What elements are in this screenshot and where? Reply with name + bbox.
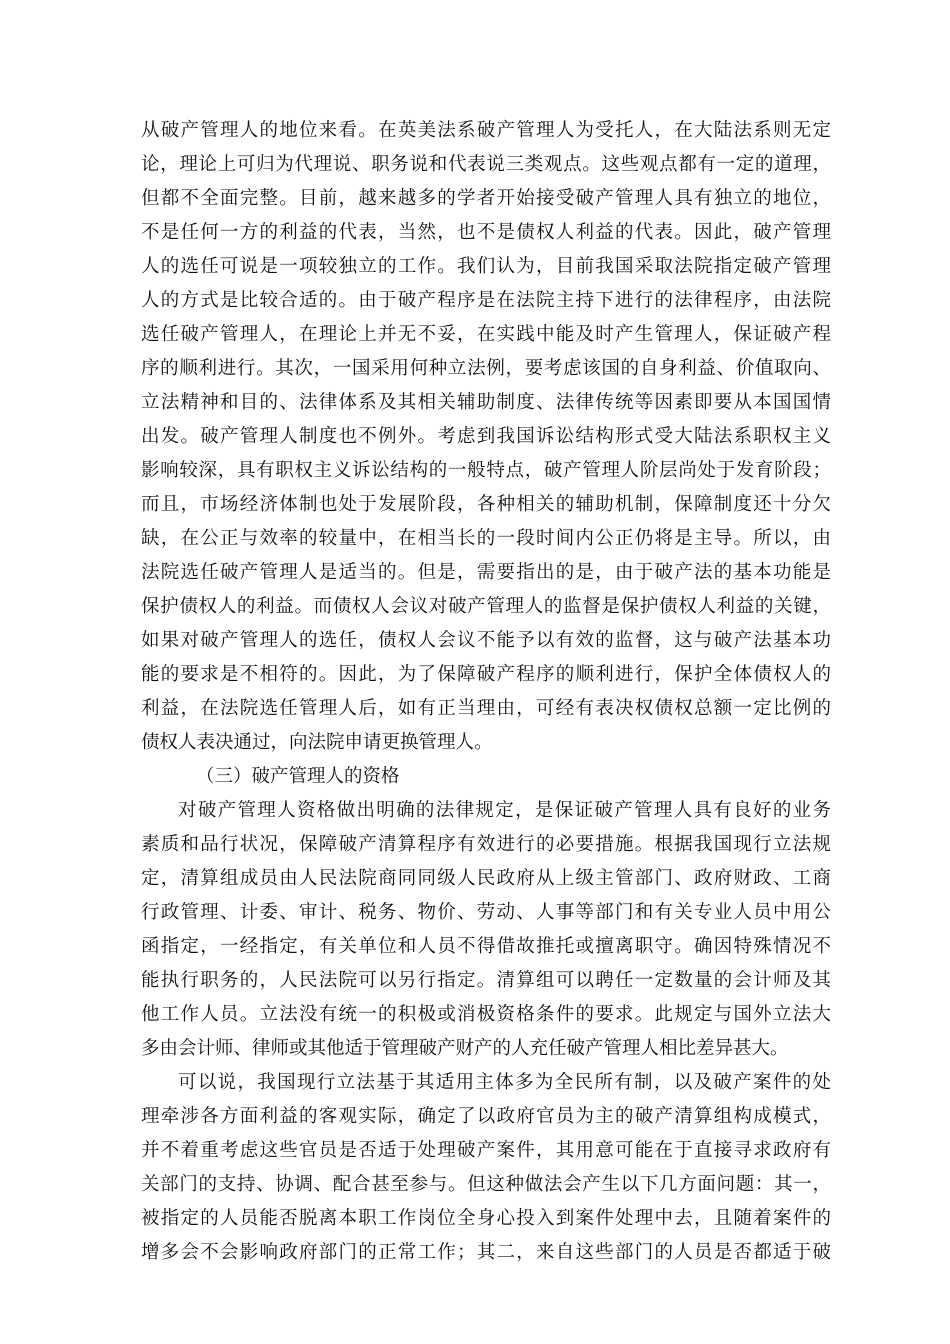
text-line: 序的顺利进行。其次，一国采用何种立法例，要考虑该国的自身利益、价值取向、 [141,358,831,379]
heading-text: （三）破产管理人的资格 [196,766,400,787]
text-line: 他工作人员。立法没有统一的积极或消极资格条件的要求。此规定与国外立法大 [141,1004,831,1025]
text-line: 人的选任可说是一项较独立的工作。我们认为，目前我国采取法院指定破产管理 [141,256,831,277]
text-line: 选任破产管理人，在理论上并无不妥，在实践中能及时产生管理人，保证破产程 [141,324,831,345]
text-line: 但都不全面完整。目前，越来越多的学者开始接受破产管理人具有独立的地位， [141,188,831,209]
text-line: 论，理论上可归为代理说、职务说和代表说三类观点。这些观点都有一定的道理， [141,154,831,175]
paragraph [141,794,831,1066]
text-line: 出发。破产管理人制度也不例外。考虑到我国诉讼结构形式受大陆法系职权主义 [141,426,831,447]
text-line: 定，清算组成员由人民法院商同同级人民政府从上级主管部门、政府财政、工商 [141,868,831,889]
text-line: 素质和品行状况，保障破产清算程序有效进行的必要措施。根据我国现行立法规 [141,834,831,855]
paragraph [141,114,831,760]
text-line: 立法精神和目的、法律体系及其相关辅助制度、法律传统等因素即要从本国国情 [141,392,831,413]
text-line: 缺，在公正与效率的较量中，在相当长的一段时间内公正仍将是主导。所以，由 [141,528,831,549]
text-line: 能的要求是不相符的。因此，为了保障破产程序的顺利进行，保护全体债权人的 [141,664,831,685]
text-line: 可以说，我国现行立法基于其适用主体多为全民所有制，以及破产案件的处 [178,1072,831,1093]
text-line: 能执行职务的，人民法院可以另行指定。清算组可以聘任一定数量的会计师及其 [141,970,831,991]
text-line: 函指定，一经指定，有关单位和人员不得借故推托或擅离职守。确因特殊情况不 [141,936,831,957]
text-line: 关部门的支持、协调、配合甚至参与。但这种做法会产生以下几方面问题：其一， [141,1174,831,1195]
text-line: 多由会计师、律师或其他适于管理破产财产的人充任破产管理人相比差异甚大。 [141,1038,789,1059]
text-line: 保护债权人的利益。而债权人会议对破产管理人的监督是保护债权人利益的关键， [141,596,831,617]
text-line: 行政管理、计委、审计、税务、物价、劳动、人事等部门和有关专业人员中用公 [141,902,831,923]
text-line: 理牵涉各方面利益的客观实际，确定了以政府官员为主的破产清算组构成模式， [141,1106,831,1127]
paragraph [141,1066,831,1270]
text-line: 对破产管理人资格做出明确的法律规定，是保证破产管理人具有良好的业务 [178,800,831,821]
text-line: 法院选任破产管理人是适当的。但是，需要指出的是，由于破产法的基本功能是 [141,562,831,583]
text-line: 债权人表决通过，向法院申请更换管理人。 [141,732,493,753]
text-line: 影响较深，具有职权主义诉讼结构的一般特点，破产管理人阶层尚处于发育阶段； [141,460,831,481]
text-line: 如果对破产管理人的选任，债权人会议不能予以有效的监督，这与破产法基本功 [141,630,831,651]
text-line: 不是任何一方的利益的代表，当然，也不是债权人利益的代表。因此，破产管理 [141,222,831,243]
document-body [141,114,831,1270]
text-line: 被指定的人员能否脱离本职工作岗位全身心投入到案件处理中去，且随着案件的 [141,1208,831,1229]
text-line: 而且，市场经济体制也处于发展阶段，各种相关的辅助机制，保障制度还十分欠 [141,494,831,515]
section-heading [141,760,831,794]
text-line: 并不着重考虑这些官员是否适于处理破产案件，其用意可能在于直接寻求政府有 [141,1140,831,1161]
text-line: 增多会不会影响政府部门的正常工作；其二，来自这些部门的人员是否都适于破 [141,1242,831,1263]
text-line: 从破产管理人的地位来看。在英美法系破产管理人为受托人，在大陆法系则无定 [141,120,831,141]
text-line: 人的方式是比较合适的。由于破产程序是在法院主持下进行的法律程序，由法院 [141,290,831,311]
text-line: 利益，在法院选任管理人后，如有正当理由，可经有表决权债权总额一定比例的 [141,698,831,719]
